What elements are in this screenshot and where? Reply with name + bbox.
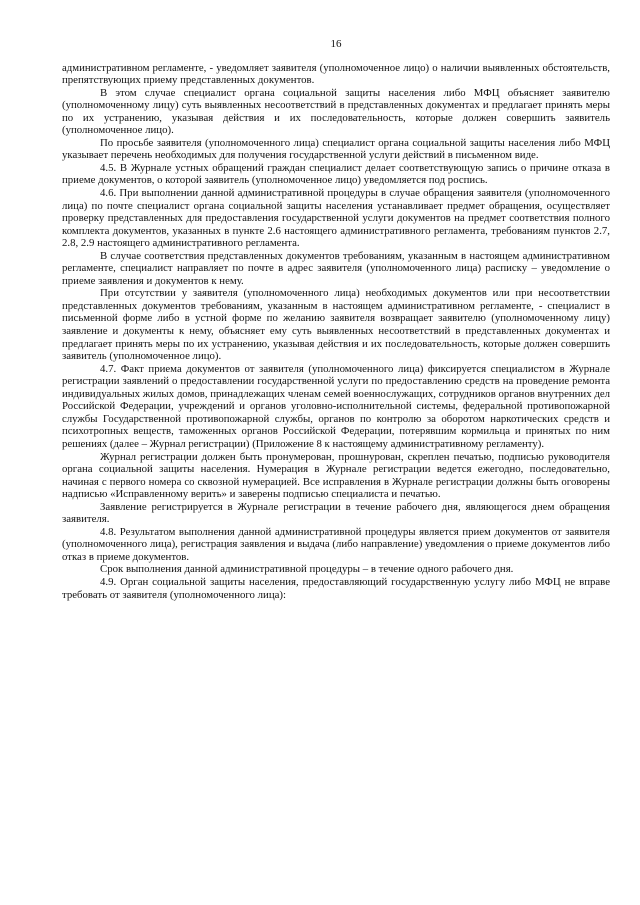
paragraph-4-7: 4.7. Факт приема документов от заявителя (уполномоченного лица) фиксируется специалистом в Журнале регистрации заявлений о предоставлении государственной услуги по предоставлению средств на проведение ремонта индивидуальных жилых домов, принадлежащих членам семей военнослужащих, сотрудников органов внутренних дел Российской Федерации, учреждений и органов уголовно-исполнительной системы, федеральной противопожарной службы Государственной противопожарной службы, органов по контролю за оборотом наркотических средств и психотропных веществ, таможенных органов Российской Федерации, потерявшим кормильца и принятых по ним решениях (далее – Журнал регистрации) (Приложение 8 к настоящему административному регламенту).	[62, 362, 610, 450]
paragraph-4-5: 4.5. В Журнале устных обращений граждан специалист делает соответствующую запись о причине отказа в приеме документов, о которой заявитель (уполномоченное лицо) уведомляется под роспись.	[62, 161, 610, 187]
paragraph-6: В случае соответствия представленных документов требованиям, указанным в настоящем административном регламенте, специалист направляет по почте в адрес заявителя (уполномоченного лица) расписку – уведомление о приеме заявления и документов к нему.	[62, 249, 610, 287]
paragraph-4-9: 4.9. Орган социальной защиты населения, предоставляющий государственную услугу либо МФЦ не вправе требовать от заявителя (уполномоченного лица):	[62, 575, 610, 601]
paragraph-12: Срок выполнения данной административной процедуры – в течение одного рабочего дня.	[100, 563, 514, 576]
page-number: 16	[330, 38, 342, 50]
paragraph-7: При отсутствии у заявителя (уполномоченного лица) необходимых документов или при несоответствии представленных документов требованиям, указанным в настоящем административном регламенте, - специалист в письменной форме либо в устной форме по желанию заявителя возвращает заявителю (уполномоченному лицу) заявление и документы к нему, объясняет ему суть выявленных несоответствий в представленных документах и предлагает принять меры по их устранению, указывая действия и их последовательность, которые должен совершить заявитель (уполномоченное лицо).	[62, 287, 610, 363]
paragraph-2: В этом случае специалист органа социальной защиты населения либо МФЦ объясняет заявителю (уполномоченному лицу) суть выявленных несоответствий в представленных документах и предлагает принять меры по их устранению, указывая действия и их последовательность, которые должен совершить заявитель (уполномоченное лицо).	[62, 86, 610, 137]
paragraph-4-6: 4.6. При выполнении данной административной процедуры в случае обращения заявителя (уполномоченного лица) по почте специалист органа социальной защиты населения устанавливает предмет обращения, осуществляет проверку представленных для предоставления государственной услуги документов на предмет соответствия полного комплекта документов, указанных в пункте 2.6 настоящего административного регламента, требованиям пунктов 2.7, 2.8, 2.9 настоящего административного регламента.	[62, 187, 610, 250]
paragraph-9: Журнал регистрации должен быть пронумерован, прошнурован, скреплен печатью, подписью руководителя органа социальной защиты населения. Нумерация в Журнале регистрации ведется ежегодно, последовательно, начиная с первого номера со сквозной нумерацией. Все исправления в Журнале регистрации должны быть оговорены надписью «Исправленному верить» и заверены подписью специалиста и печатью.	[62, 450, 610, 501]
paragraph-4-8: 4.8. Результатом выполнения данной административной процедуры является прием документов от заявителя (уполномоченного лица), регистрация заявления и выдача (либо направление) уведомления о приеме документов либо отказ в приеме документов.	[62, 525, 610, 563]
paragraph-1: административном регламенте, - уведомляет заявителя (уполномоченное лицо) о наличии выявленных обстоятельств, препятствующих приему представленных документов.	[62, 61, 610, 87]
paragraph-10: Заявление регистрируется в Журнале регистрации в течение рабочего дня, являющегося днем обращения заявителя.	[62, 500, 610, 526]
paragraph-3: По просьбе заявителя (уполномоченного лица) специалист органа социальной защиты населения либо МФЦ указывает перечень необходимых для получения государственной услуги действий в письменном виде.	[62, 136, 610, 162]
